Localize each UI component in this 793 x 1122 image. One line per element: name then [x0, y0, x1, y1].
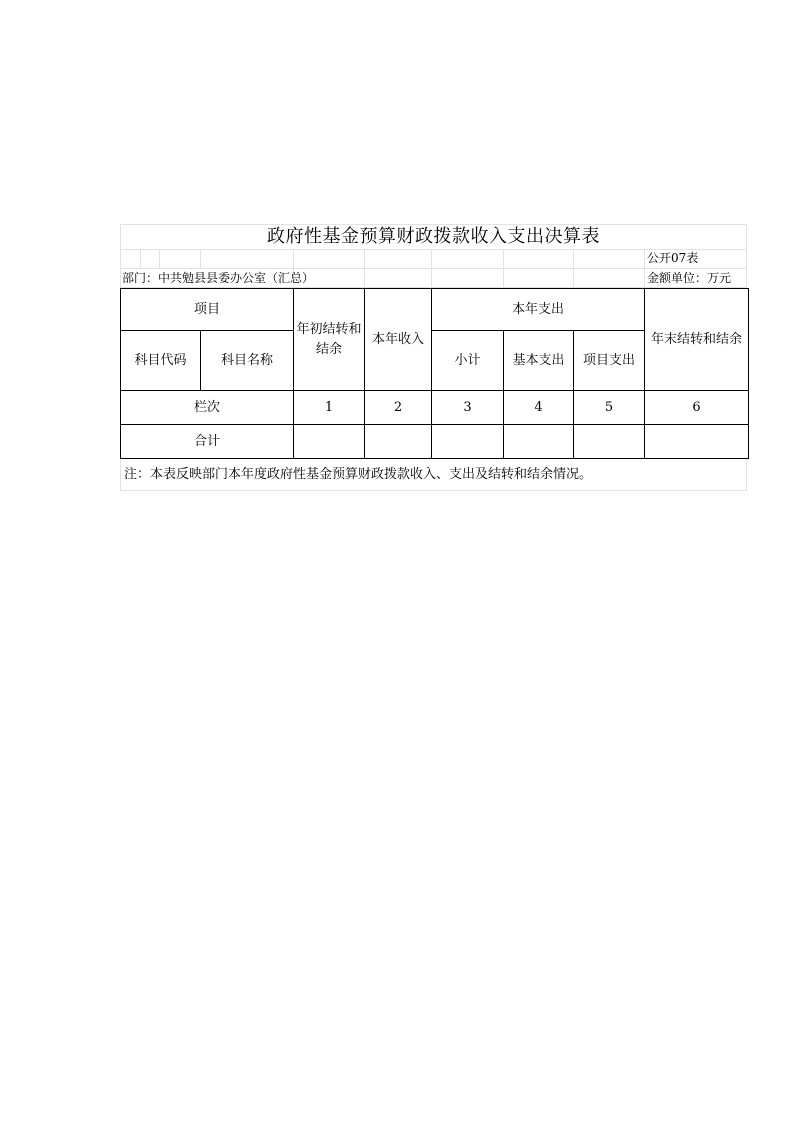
- table-code: 公开07表: [647, 251, 699, 265]
- column-number: 1: [294, 391, 365, 425]
- total-cell: [365, 425, 432, 459]
- header-end-balance: 年末结转和结余: [645, 289, 749, 391]
- header-subject-name: 科目名称: [201, 331, 294, 391]
- report-title: 政府性基金预算财政拨款收入支出决算表: [267, 226, 600, 247]
- grid-col-line: [644, 249, 645, 288]
- total-cell: [574, 425, 645, 459]
- grid-col-line: [159, 249, 160, 269]
- grid-col-line: [431, 249, 432, 288]
- total-cell: [294, 425, 365, 459]
- total-cell: [504, 425, 574, 459]
- column-number-label: 栏次: [121, 391, 294, 425]
- header-begin-balance: 年初结转和结余: [294, 289, 365, 391]
- column-number: 6: [645, 391, 749, 425]
- column-number: 2: [365, 391, 432, 425]
- header-subject-code: 科目代码: [121, 331, 201, 391]
- department-label: 部门：中共勉县县委办公室（汇总）: [122, 271, 315, 285]
- total-cell: [432, 425, 504, 459]
- footnote: 注：本表反映部门本年度政府性基金预算财政拨款收入、支出及结转和结余情况。: [120, 459, 747, 491]
- header-project-expense: 项目支出: [574, 331, 645, 391]
- grid-col-line: [573, 249, 574, 288]
- total-label: 合计: [121, 425, 294, 459]
- grid-col-line: [364, 249, 365, 288]
- header-item: 项目: [121, 289, 294, 331]
- header-basic-expense: 基本支出: [504, 331, 574, 391]
- column-number-row: [121, 391, 749, 425]
- total-row: [121, 425, 749, 459]
- column-number: 5: [574, 391, 645, 425]
- column-number: 4: [504, 391, 574, 425]
- unit-label: 金额单位：万元: [647, 271, 732, 285]
- budget-table: [120, 288, 749, 459]
- grid-col-line: [503, 249, 504, 288]
- header-subtotal: 小计: [432, 331, 504, 391]
- column-number: 3: [432, 391, 504, 425]
- grid-col-line: [200, 249, 201, 269]
- header-income: 本年收入: [365, 289, 432, 391]
- header-expenditure: 本年支出: [432, 289, 645, 331]
- total-cell: [645, 425, 749, 459]
- header-row-1: [121, 289, 749, 331]
- grid-col-line: [140, 249, 141, 269]
